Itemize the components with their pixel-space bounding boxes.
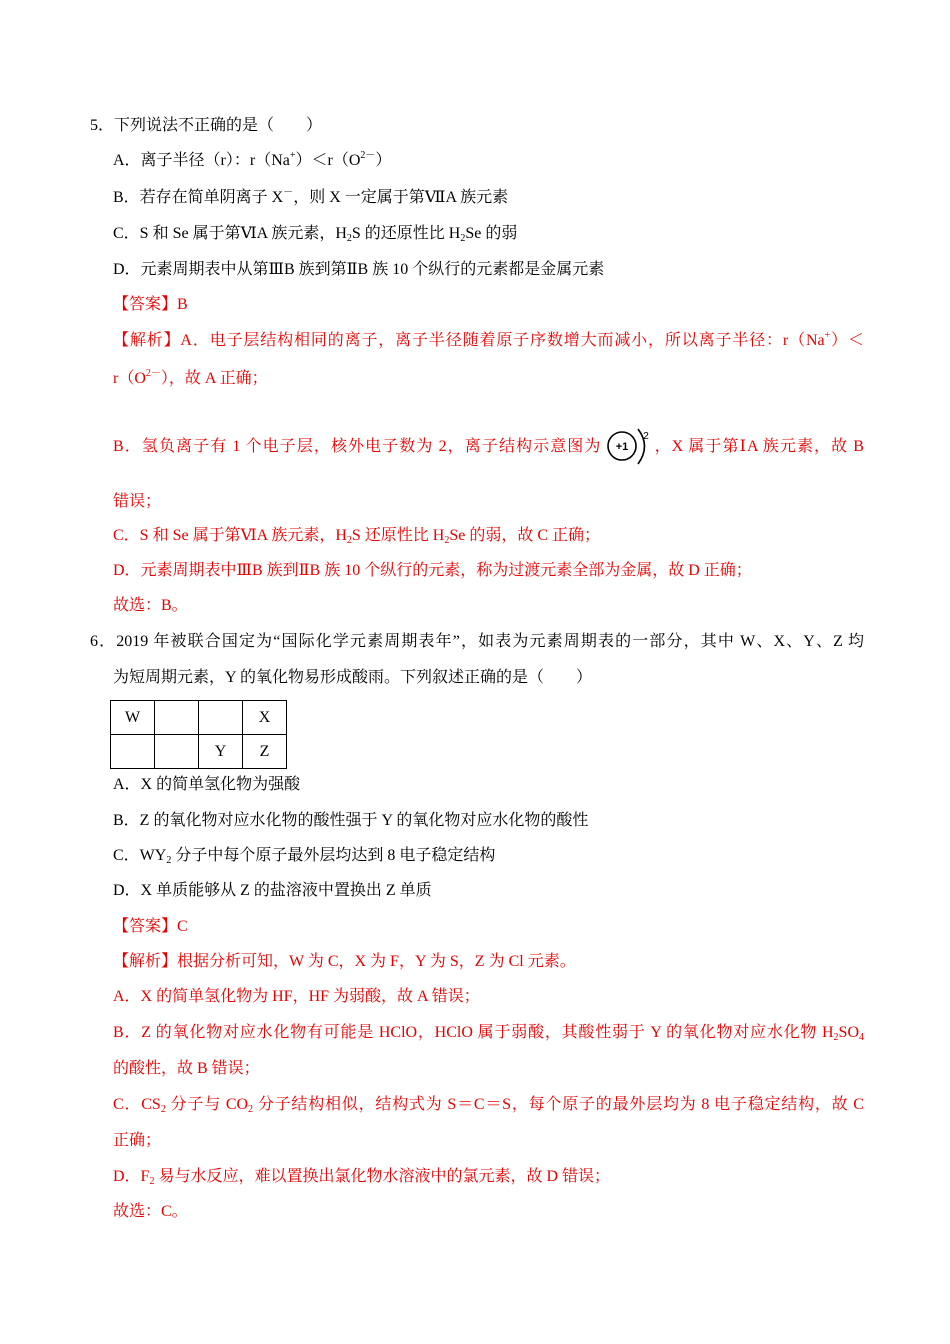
option-text: ，则 X 一定属于第ⅦA 族元素 (293, 189, 509, 206)
q6-answer: 【答案】C (113, 918, 188, 935)
q6-option-b: B．Z 的氧化物对应水化物的酸性强于 Y 的氧化物对应水化物的酸性 (113, 812, 589, 829)
subscript: 2 (460, 233, 466, 244)
subscript: 2 (166, 855, 172, 866)
analysis-text: ，X 属于第ⅠA 族元素，故 B (653, 438, 864, 455)
table-row (111, 735, 287, 769)
q5-analysis-c (113, 524, 600, 548)
analysis-text: ），故 A 正确； (160, 370, 268, 387)
option-text: C．WY (113, 847, 167, 864)
table-cell (199, 701, 243, 735)
hydride-ion-structure-diagram (605, 426, 651, 468)
subscript: 2 (346, 535, 352, 546)
q5-option-d: D．元素周期表中从第ⅢB 族到第ⅡB 族 10 个纵行的元素都是金属元素 (113, 261, 605, 278)
analysis-text: ）＜ (830, 332, 864, 349)
charge-superscript: + (289, 150, 296, 161)
analysis-text: C．S 和 Se 属于第ⅥA 族元素，H (113, 527, 347, 544)
analysis-text: 分子结构相似，结构式为 S＝C＝S，每个原子的最外层均为 8 电子稳定结构，故 C (253, 1096, 864, 1113)
subscript: 2 (444, 535, 450, 546)
option-text: 分子中每个原子最外层均达到 8 电子稳定结构 (171, 847, 496, 864)
analysis-text: 【解析】A．电子层结构相同的离子，离子半径随着原子序数增大而减小，所以离子半径：r（Na (113, 332, 825, 349)
option-text: S 的还原性比 H (351, 225, 461, 242)
q5-option-c (113, 222, 517, 246)
analysis-text: B．Z 的氧化物对应水化物有可能是 HClO，HClO 属于弱酸，其酸性弱于 Y 的氧化物对应水化物 H (113, 1024, 834, 1041)
option-text: ）＜r（O (295, 152, 361, 169)
option-text: C．S 和 Se 属于第ⅥA 族元素，H (113, 225, 347, 242)
subscript: 2 (149, 1176, 155, 1187)
q5-analysis-a-line2 (113, 367, 268, 391)
q5-analysis-d: D．元素周期表中ⅢB 族到ⅡB 族 10 个纵行的元素，称为过渡元素全部为金属，故 D 正确； (113, 562, 752, 579)
option-text: B．若存在简单阴离子 X (113, 189, 284, 206)
q6-analysis-d (113, 1165, 610, 1189)
analysis-text: S 还原性比 H (351, 527, 445, 544)
table-cell (155, 701, 199, 735)
q5-analysis-b-line2: 错误； (113, 493, 162, 510)
charge-superscript: － (283, 187, 294, 198)
analysis-text: B．氢负离子有 1 个电子层，核外电子数为 2，离子结构示意图为 (113, 438, 602, 455)
subscript: 2 (833, 1032, 839, 1043)
q6-option-a: A．X 的简单氢化物为强酸 (113, 776, 301, 793)
q6-analysis-intro: 【解析】根据分析可知，W 为 C，X 为 F，Y 为 S，Z 为 Cl 元素。 (113, 953, 576, 970)
analysis-text: SO (838, 1024, 859, 1041)
option-text: ） (375, 152, 392, 169)
q5-analysis-b-line1 (113, 425, 864, 469)
analysis-text: C．CS (113, 1096, 161, 1113)
q5-stem: 5．下列说法不正确的是（ ） (90, 117, 323, 134)
analysis-text: 分子与 CO (165, 1096, 249, 1113)
option-text: A．离子半径（r）：r（Na (113, 152, 290, 169)
charge-superscript: 2－ (145, 368, 161, 379)
subscript: 2 (160, 1104, 166, 1115)
q6-analysis-c-line1 (113, 1093, 864, 1117)
analysis-text: r（O (113, 370, 146, 387)
analysis-text: 易与水反应，难以置换出氯化物水溶液中的氯元素，故 D 错误； (154, 1168, 611, 1185)
table-row (111, 701, 287, 735)
q6-option-d: D．X 单质能够从 Z 的盐溶液中置换出 Z 单质 (113, 882, 432, 899)
table-cell (111, 735, 155, 769)
q6-analysis-b-line1 (113, 1021, 864, 1045)
q6-option-c (113, 844, 495, 868)
q6-analysis-c-line2: 正确； (113, 1132, 162, 1149)
charge-superscript: + (824, 330, 831, 341)
periodic-table-fragment (110, 700, 287, 769)
table-cell: Z (243, 735, 287, 769)
q5-option-a (113, 149, 391, 173)
q6-analysis-b-line2: 的酸性，故 B 错误； (113, 1060, 260, 1077)
q5-conclusion: 故选：B。 (113, 597, 188, 614)
table-cell: X (243, 701, 287, 735)
shell-electron-count: 2 (643, 431, 650, 443)
subscript: 2 (346, 233, 352, 244)
nucleus-charge: +1 (616, 441, 629, 454)
analysis-text: Se 的弱，故 C 正确； (449, 527, 601, 544)
option-text: Se 的弱 (465, 225, 518, 242)
subscript: 2 (248, 1104, 254, 1115)
q5-analysis-a-line1 (113, 329, 864, 353)
q6-analysis-a: A．X 的简单氢化物为 HF，HF 为弱酸，故 A 错误； (113, 988, 480, 1005)
q5-option-b (113, 186, 508, 210)
q6-stem-line1: 6．2019 年被联合国定为“国际化学元素周期表年”，如表为元素周期表的一部分，其中 W、X、Y、Z 均 (90, 633, 864, 650)
charge-superscript: 2－ (360, 150, 376, 161)
table-cell: Y (199, 735, 243, 769)
q5-answer: 【答案】B (113, 296, 188, 313)
q6-conclusion: 故选：C。 (113, 1203, 188, 1220)
table-cell (155, 735, 199, 769)
table-cell: W (111, 701, 155, 735)
subscript: 4 (859, 1032, 864, 1043)
q6-stem-line2: 为短周期元素，Y 的氧化物易形成酸雨。下列叙述正确的是（ ） (113, 669, 592, 686)
analysis-text: D．F (113, 1168, 150, 1185)
